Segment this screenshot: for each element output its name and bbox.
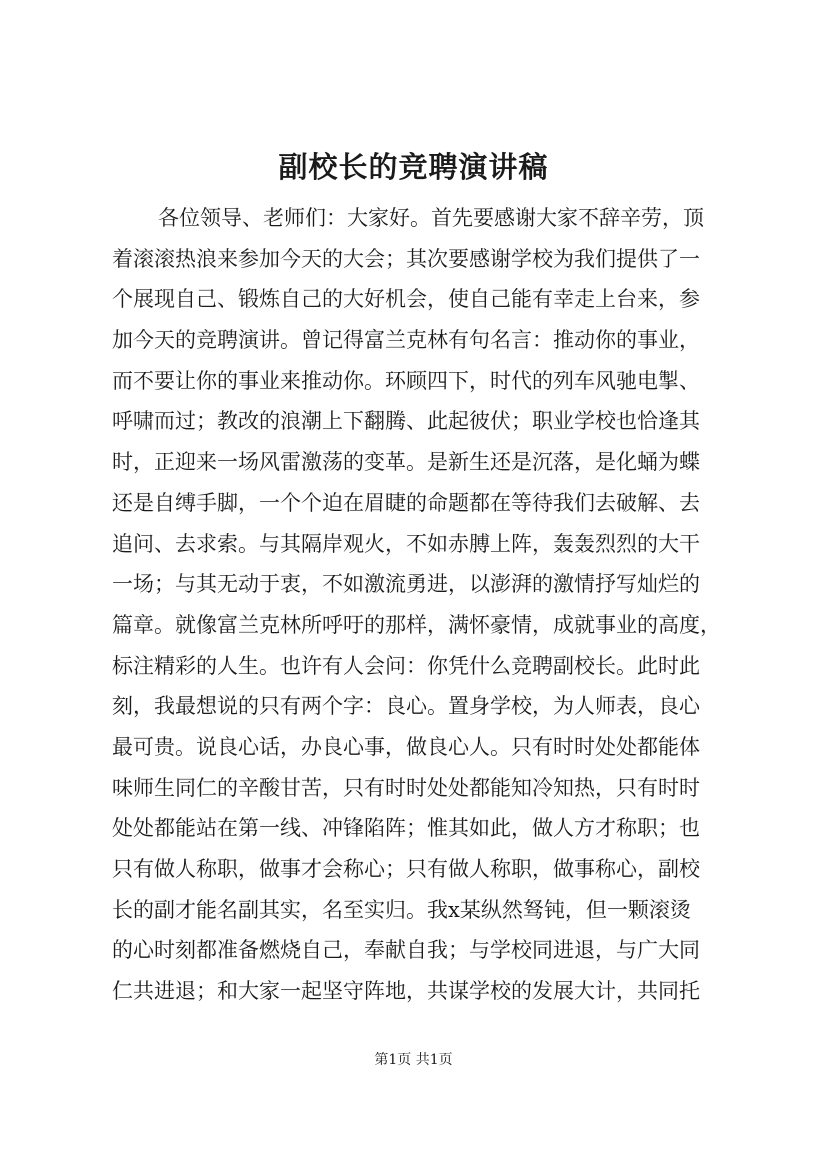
paragraph-line: 最可贵。说良心话，办良心事，做良心人。只有时时处处都能体 [112,734,700,759]
paragraph-line: 刻，我最想说的只有两个字：良心。置身学校，为人师表，良心 [112,694,700,719]
page-number-footer: 第1页 共1页 [374,1052,453,1068]
paragraph-line: 篇章。就像富兰克林所呼吁的那样，满怀豪情，成就事业的高度， [112,612,721,637]
document-title: 副校长的竞聘演讲稿 [278,150,549,184]
paragraph-line: 仁共进退；和大家一起坚守阵地，共谋学校的发展大计，共同托 [112,979,700,1004]
paragraph-line: 的心时刻都准备燃烧自己，奉献自我；与学校同进退，与广大同 [112,938,700,963]
speech-body [112,198,728,1012]
paragraph-line: 处处都能站在第一线、冲锋陷阵；惟其如此，做人方才称职；也 [112,816,700,841]
paragraph-line: 呼啸而过；教改的浪潮上下翻腾、此起彼伏；职业学校也恰逢其 [112,409,700,434]
paragraph-line: 而不要让你的事业来推动你。环顾四下，时代的列车风驰电掣、 [112,368,700,393]
paragraph-line: 各位领导、老师们：大家好。首先要感谢大家不辞辛劳，顶 [158,206,704,230]
paragraph-line: 还是自缚手脚，一个个迫在眉睫的命题都在等待我们去破解、去 [112,490,700,515]
paragraph-line: 追问、去求索。与其隔岸观火，不如赤膊上阵，轰轰烈烈的大干 [112,531,700,556]
paragraph-line: 长的副才能名副其实，名至实归。我x某纵然驽钝，但一颗滚烫 [112,897,691,922]
paragraph-line: 加今天的竞聘演讲。曾记得富兰克林有句名言：推动你的事业， [112,328,700,353]
paragraph-line: 着滚滚热浪来参加今天的大会；其次要感谢学校为我们提供了一 [112,246,700,271]
paragraph-line: 味师生同仁的辛酸甘苦，只有时时处处都能知冷知热，只有时时 [112,775,700,800]
paragraph-line: 只有做人称职，做事才会称心；只有做人称职，做事称心，副校 [112,857,700,881]
paragraph-line: 标注精彩的人生。也许有人会问：你凭什么竞聘副校长。此时此 [112,653,700,678]
paragraph-line: 个展现自己、锻炼自己的大好机会，使自己能有幸走上台来，参 [112,287,700,312]
paragraph-line: 时，正迎来一场风雷激荡的变革。是新生还是沉落，是化蛹为蝶 [112,450,700,475]
paragraph-line: 一场；与其无动于衷，不如激流勇进，以澎湃的激情抒写灿烂的 [112,572,700,597]
